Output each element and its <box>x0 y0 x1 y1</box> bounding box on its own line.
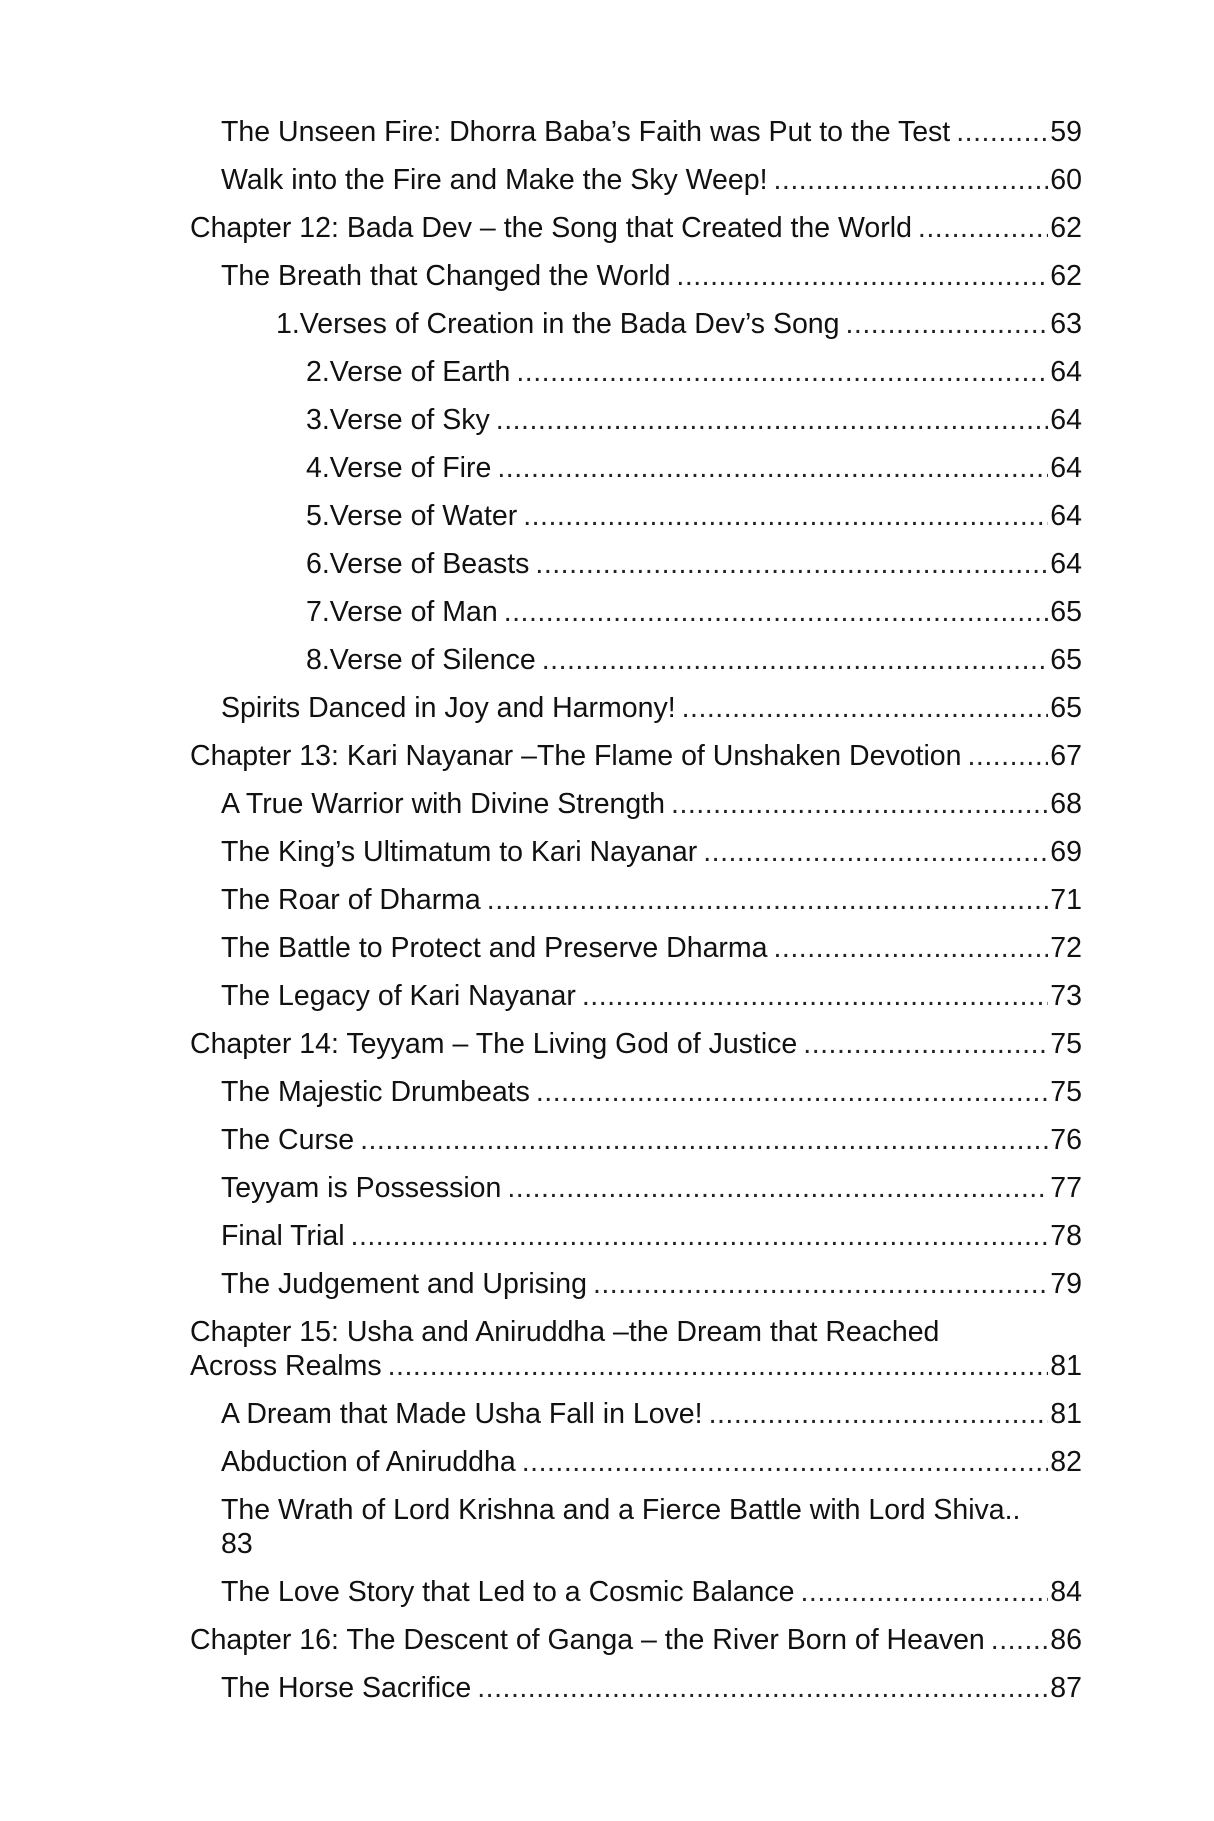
toc-page-number: 81 <box>1050 1398 1082 1430</box>
toc-entry[interactable] <box>190 1671 1082 1719</box>
dot-leader <box>968 739 1049 773</box>
toc-entry-title: Chapter 16: The Descent of Ganga – the River Born of Heaven <box>190 1624 985 1656</box>
toc-entry[interactable] <box>190 451 1082 499</box>
toc-entry[interactable] <box>190 1575 1082 1623</box>
dot-leader <box>497 451 1048 485</box>
toc-page-number: 65 <box>1050 596 1082 628</box>
toc-page-number: 73 <box>1050 980 1082 1012</box>
toc-entry-title: Verse of Silence <box>329 644 536 676</box>
toc-entry[interactable] <box>190 1075 1082 1123</box>
toc-page-number: 75 <box>1050 1076 1082 1108</box>
dot-leader <box>507 1171 1048 1205</box>
toc-entry-title: The Wrath of Lord Krishna and a Fierce Battle with Lord Shiva.. <box>221 1494 1021 1526</box>
dot-leader <box>582 979 1048 1013</box>
list-number: 8. <box>306 644 330 676</box>
toc-entry-title: Verses of Creation in the Bada Dev’s Song <box>299 308 840 340</box>
dot-leader <box>388 1349 1049 1383</box>
toc-entry-title: The Battle to Protect and Preserve Dharma <box>221 932 768 964</box>
toc-entry[interactable] <box>190 739 1082 787</box>
dot-leader <box>504 595 1049 629</box>
toc-entry-title: Verse of Sky <box>329 404 490 436</box>
table-of-contents <box>190 115 1082 1719</box>
toc-entry[interactable] <box>190 259 1082 307</box>
toc-page-number: 78 <box>1050 1220 1082 1252</box>
toc-entry-title: A True Warrior with Divine Strength <box>221 788 666 820</box>
toc-page-number: 82 <box>1050 1446 1082 1478</box>
dot-leader <box>671 787 1048 821</box>
toc-entry[interactable] <box>190 883 1082 931</box>
toc-entry-title: The Legacy of Kari Nayanar <box>221 980 576 1012</box>
toc-entry-title-continued: Across Realms <box>190 1350 382 1382</box>
toc-entry[interactable] <box>190 115 1082 163</box>
toc-entry-title: Chapter 15: Usha and Aniruddha –the Dream that Reached <box>190 1316 940 1348</box>
dot-leader <box>918 211 1048 245</box>
list-number: 4. <box>306 452 330 484</box>
toc-entry-title: Verse of Fire <box>329 452 492 484</box>
toc-page-number: 64 <box>1050 500 1082 532</box>
toc-page-number: 63 <box>1050 308 1082 340</box>
dot-leader <box>676 259 1048 293</box>
toc-page-number: 65 <box>1050 692 1082 724</box>
list-number: 6. <box>306 548 330 580</box>
dot-leader <box>523 499 1048 533</box>
toc-page-number: 67 <box>1050 740 1082 772</box>
toc-entry-title: Chapter 14: Teyyam – The Living God of Justice <box>190 1028 798 1060</box>
toc-page-number: 86 <box>1050 1624 1082 1656</box>
list-number: 3. <box>306 404 330 436</box>
toc-entry[interactable] <box>190 835 1082 883</box>
toc-entry-title: The Judgement and Uprising <box>221 1268 587 1300</box>
dot-leader <box>542 643 1049 677</box>
toc-entry[interactable] <box>190 1445 1082 1493</box>
toc-page-number: 79 <box>1050 1268 1082 1300</box>
toc-page-number: 77 <box>1050 1172 1082 1204</box>
toc-entry[interactable] <box>190 931 1082 979</box>
toc-entry[interactable] <box>190 307 1082 355</box>
dot-leader <box>846 307 1049 341</box>
toc-entry[interactable] <box>190 1123 1082 1171</box>
toc-page-number: 59 <box>1050 116 1082 148</box>
dot-leader <box>360 1123 1048 1157</box>
dot-leader <box>535 547 1048 581</box>
toc-entry-title: The Horse Sacrifice <box>221 1672 472 1704</box>
toc-page-number: 60 <box>1050 164 1082 196</box>
toc-entry[interactable] <box>190 1397 1082 1445</box>
toc-entry-title: A Dream that Made Usha Fall in Love! <box>221 1398 703 1430</box>
toc-entry[interactable] <box>190 499 1082 547</box>
toc-entry[interactable] <box>190 1493 1082 1575</box>
toc-page-number: 64 <box>1050 356 1082 388</box>
dot-leader <box>477 1671 1048 1705</box>
toc-page-number: 69 <box>1050 836 1082 868</box>
toc-entry-title: The Curse <box>221 1124 355 1156</box>
toc-entry-title: The Majestic Drumbeats <box>221 1076 530 1108</box>
toc-page-number: 62 <box>1050 212 1082 244</box>
dot-leader <box>956 115 1048 149</box>
toc-page-number: 64 <box>1050 548 1082 580</box>
toc-entry[interactable] <box>190 547 1082 595</box>
dot-leader <box>800 1575 1048 1609</box>
dot-leader <box>351 1219 1049 1253</box>
toc-entry-title: Teyyam is Possession <box>221 1172 502 1204</box>
toc-entry-title: Spirits Danced in Joy and Harmony! <box>221 692 676 724</box>
toc-entry-title: Chapter 13: Kari Nayanar –The Flame of Unshaken Devotion <box>190 740 962 772</box>
toc-page-number: 65 <box>1050 644 1082 676</box>
toc-entry-title: Abduction of Aniruddha <box>221 1446 516 1478</box>
toc-page-number: 64 <box>1050 452 1082 484</box>
toc-entry[interactable] <box>190 355 1082 403</box>
dot-leader <box>991 1623 1049 1657</box>
toc-entry[interactable] <box>190 787 1082 835</box>
dot-leader <box>774 163 1049 197</box>
toc-page-number: 72 <box>1050 932 1082 964</box>
toc-page-number: 84 <box>1050 1576 1082 1608</box>
dot-leader <box>709 1397 1049 1431</box>
toc-page-number: 75 <box>1050 1028 1082 1060</box>
toc-entry-title: Verse of Beasts <box>329 548 530 580</box>
dot-leader <box>516 355 1048 389</box>
toc-entry[interactable] <box>190 691 1082 739</box>
list-number: 7. <box>306 596 330 628</box>
dot-leader <box>522 1445 1049 1479</box>
toc-page-number: 76 <box>1050 1124 1082 1156</box>
toc-entry[interactable] <box>190 1171 1082 1219</box>
toc-entry-title: Final Trial <box>221 1220 345 1252</box>
dot-leader <box>774 931 1049 965</box>
dot-leader <box>496 403 1049 437</box>
toc-entry[interactable] <box>190 403 1082 451</box>
dot-leader <box>803 1027 1048 1061</box>
dot-leader <box>703 835 1048 869</box>
toc-entry-title: Walk into the Fire and Make the Sky Weep! <box>221 164 768 196</box>
toc-page-number: 83 <box>221 1528 253 1560</box>
list-number: 1. <box>276 308 300 340</box>
toc-entry-title: Verse of Man <box>329 596 498 628</box>
toc-entry[interactable] <box>190 211 1082 259</box>
toc-page-number: 87 <box>1050 1672 1082 1704</box>
toc-entry-title: The King’s Ultimatum to Kari Nayanar <box>221 836 698 868</box>
toc-entry[interactable] <box>190 643 1082 691</box>
toc-page-number: 62 <box>1050 260 1082 292</box>
toc-entry-title: The Love Story that Led to a Cosmic Balance <box>221 1576 795 1608</box>
toc-entry-title: Chapter 12: Bada Dev – the Song that Created the World <box>190 212 912 244</box>
toc-entry[interactable] <box>190 1315 1082 1397</box>
toc-page-number: 64 <box>1050 404 1082 436</box>
toc-entry[interactable] <box>190 1267 1082 1315</box>
toc-entry[interactable] <box>190 1219 1082 1267</box>
toc-entry-title: Verse of Water <box>329 500 518 532</box>
dot-leader <box>593 1267 1048 1301</box>
toc-entry-title: Verse of Earth <box>329 356 511 388</box>
toc-entry-title: The Unseen Fire: Dhorra Baba’s Faith was Put to the Test <box>221 116 951 148</box>
list-number: 5. <box>306 500 330 532</box>
toc-entry-title: The Breath that Changed the World <box>221 260 671 292</box>
toc-page-number: 81 <box>1050 1350 1082 1382</box>
toc-entry[interactable] <box>190 1623 1082 1671</box>
dot-leader <box>487 883 1049 917</box>
toc-entry-title: The Roar of Dharma <box>221 884 481 916</box>
toc-entry[interactable] <box>190 979 1082 1027</box>
dot-leader <box>536 1075 1048 1109</box>
toc-entry[interactable] <box>190 595 1082 643</box>
dot-leader <box>682 691 1049 725</box>
list-number: 2. <box>306 356 330 388</box>
toc-entry[interactable] <box>190 163 1082 211</box>
toc-entry[interactable] <box>190 1027 1082 1075</box>
toc-page-number: 68 <box>1050 788 1082 820</box>
toc-page-number: 71 <box>1050 884 1082 916</box>
